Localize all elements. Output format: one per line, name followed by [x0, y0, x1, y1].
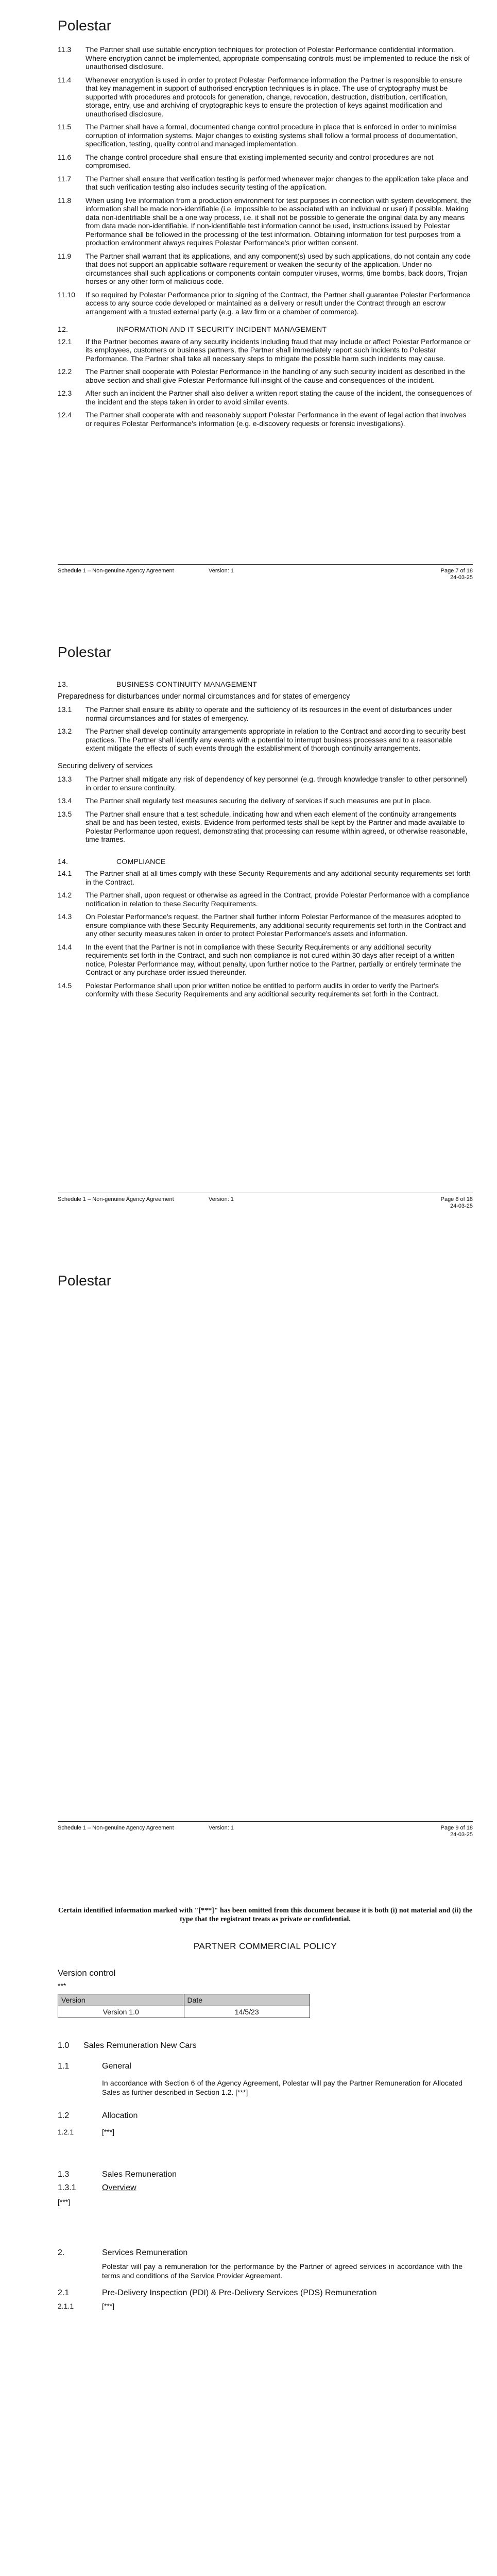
clause-number: 14.3 [58, 912, 72, 921]
clause-number: 13.3 [58, 775, 72, 783]
clause-item [58, 153, 473, 170]
clause-item [58, 337, 473, 363]
page-8-footer: Schedule 1 – Non-genuine Agency Agreement Version: 1 Page 8 of 18 24-03-25 [58, 1193, 473, 1212]
clause-text: The Partner shall regularly test measures securing the delivery of services if such measures are put in place. [85, 796, 432, 805]
clause-text: The Partner shall warrant that its applications, and any component(s) used by such applications, do not contain any code that does not support an applicable software requirement or weaken the security of the application. Under no circumstances shall such applications or components contain computer viruses, worms, time bombs, back doors, Trojan horses or any other form of malicious code. [85, 251, 471, 285]
clause-item [58, 796, 473, 805]
clause-number: 11.6 [58, 152, 72, 161]
clause-number: 11.9 [58, 251, 72, 260]
section-1-2-heading: 1.2 Allocation [58, 2111, 138, 2120]
section-2-1-1: 2.1.1 [***] [58, 2302, 115, 2310]
clause-text: On Polestar Performance's request, the Partner shall further inform Polestar Performance of the measures adopted to ensure compliance with these Security Requirements, any additional security requirements set forth in the Contract and any other security measures taken in order to protect Polestar Performance's assets and information. [85, 912, 466, 938]
clause-item [58, 123, 473, 148]
clause-text: The Partner shall, upon request or otherwise as agreed in the Contract, provide Polestar Performance with a compliance notification in relation to these Security Requirements. [85, 891, 470, 908]
clause-item [58, 705, 473, 722]
section-13-heading: 13. BUSINESS CONTINUITY MANAGEMENT [58, 680, 258, 688]
clause-number: 14.4 [58, 942, 72, 951]
section-1-3-heading: 1.3 Sales Remuneration [58, 2170, 177, 2179]
page-7-content [58, 45, 473, 432]
clause-text: The Partner shall use suitable encryption techniques for protection of Polestar Performance confidential information. Where encryption cannot be implemented, appropriate compensating controls must be implemented to reduce the risk of unauthorised disclosure. [85, 45, 470, 71]
section-1-heading: 1.0 Sales Remuneration New Cars [58, 2041, 197, 2050]
policy-title: PARTNER COMMERCIAL POLICY [193, 1941, 337, 1951]
clause-list-14 [58, 869, 473, 998]
clause-list-13a [58, 705, 473, 753]
clause-number: 11.7 [58, 174, 72, 183]
section-1-1-text: In accordance with Section 6 of the Agency Agreement, Polestar will pay the Partner Remuneration for Allocated Sales as further described in Section 1.2. [***] [102, 2079, 462, 2096]
clause-item [58, 869, 473, 886]
section-2-text: Polestar will pay a remuneration for the performance by the Partner of agreed services in accordance with the terms and conditions of the Service Provider Agreement. [102, 2262, 462, 2280]
clause-number: 11.8 [58, 196, 72, 205]
clause-item [58, 76, 473, 118]
section-1-1-heading: 1.1 General [58, 2062, 131, 2071]
clause-number: 13.4 [58, 796, 72, 805]
clause-number: 12.3 [58, 389, 72, 397]
subheading-preparedness: Preparedness for disturbances under normal circumstances and for states of emergency [58, 692, 350, 701]
clause-text: The Partner shall develop continuity arrangements appropriate in relation to the Contract and according to security best practices. The Partner shall identify any events with a potential to interrupt business processes and to a reasonable extent mitigate the effects of such events through the establishment of thorough continuity arrangements. [85, 727, 466, 752]
clause-list-11 [58, 45, 473, 316]
page-8-content [58, 680, 473, 1003]
clause-item [58, 389, 473, 406]
section-1-2-1: 1.2.1 [***] [58, 2128, 115, 2136]
clause-text: The Partner shall ensure that verification testing is performed whenever major changes to the application take place and that such verification testing also includes security testing of the application. [85, 174, 469, 191]
version-table-header: Version Date [58, 1994, 310, 2006]
clause-text: The Partner shall cooperate with Polestar Performance in the handling of any such security incident as described in the above section and shall give Polestar Performance full insight of the cause and consequences of the incident. [85, 367, 465, 384]
clause-text: In the event that the Partner is not in compliance with these Security Requirements or any additional security requirements set forth in the Contract, and such non compliance is not cured within 30 days after receipt of a written notice, Polestar Performance may, without penalty, upon further notice to the Partner, partially or entirely terminate the Contract or any purchase order issued thereunder. [85, 942, 461, 976]
clause-list-13b [58, 775, 473, 844]
clause-item [58, 912, 473, 938]
polestar-logo: Polestar [58, 1273, 112, 1289]
clause-item [58, 196, 473, 247]
clause-number: 14.1 [58, 869, 72, 877]
clause-number: 11.4 [58, 75, 72, 84]
clause-item [58, 775, 473, 792]
section-1-3-1-heading: 1.3.1 Overview [58, 2183, 136, 2192]
clause-text: Whenever encryption is used in order to protect Polestar Performance information the Partner is responsible to ensure that key management in support of authorised encryption techniques is in place. The use of cryptography must be supported with procedures and protocols for generation, change, revocation, destruction, distribution, certification, storage, entry, use and archiving of cryptographic keys to ensure the protection of keys against modification and unauthorised disclosure. [85, 75, 462, 118]
clause-text: The change control procedure shall ensure that existing implemented security and control procedures are not compromised. [85, 152, 434, 170]
clause-number: 14.2 [58, 891, 72, 899]
clause-item [58, 367, 473, 384]
clause-text: The Partner shall mitigate any risk of dependency of key personnel (e.g. through knowledge transfer to other personnel) in order to ensure continuity. [85, 775, 467, 792]
polestar-logo: Polestar [58, 18, 112, 33]
version-control-mark: *** [58, 1981, 66, 1990]
clause-number: 13.1 [58, 705, 72, 714]
clause-item [58, 727, 473, 753]
clause-text: The Partner shall have a formal, documented change control procedure in place that is enforced in order to minimise corruption of information systems. Major changes to existing systems shall follow a formal process of documentation, specification, testing, quality control and managed implementation. [85, 123, 458, 148]
clause-number: 11.3 [58, 45, 72, 54]
clause-number: 14.5 [58, 981, 72, 990]
clause-number: 12.1 [58, 337, 72, 346]
clause-number: 11.10 [58, 290, 75, 299]
clause-text: The Partner shall ensure its ability to operate and the sufficiency of its resources in the event of disturbances under normal circumstances and for states of emergency. [85, 705, 452, 722]
clause-number: 11.5 [58, 123, 72, 131]
clause-number: 13.2 [58, 727, 72, 735]
clause-text: The Partner shall cooperate with and reasonably support Polestar Performance in the event of legal action that involves or requires Polestar Performance's information (e.g. e-discovery requests or forensic investigations). [85, 411, 467, 428]
clause-number: 12.2 [58, 367, 72, 376]
clause-text: Polestar Performance shall upon prior written notice be entitled to perform audits in order to verify the Partner's conformity with these Security Requirements and any additional security requirements set forth in the Contract. [85, 981, 439, 998]
subheading-securing-delivery: Securing delivery of services [58, 761, 153, 770]
page-7-footer: Schedule 1 – Non-genuine Agency Agreement Version: 1 Page 7 of 18 24-03-25 [58, 564, 473, 583]
polestar-logo: Polestar [58, 644, 112, 660]
clause-item [58, 810, 473, 844]
version-control-label: Version control [58, 1968, 116, 1978]
clause-text: The Partner shall at all times comply with these Security Requirements and any additional security requirements set forth in the Contract. [85, 869, 471, 886]
clause-text: The Partner shall ensure that a test schedule, indicating how and when each element of the continuity arrangements shall be and has been tested, exists. Evidence from performed tests shall be kept by the Partner and made available to Polestar Performance upon request, demonstrating that processing can resume within agreed, or otherwise reasonable, time frames. [85, 809, 468, 843]
clause-text: If the Partner becomes aware of any security incidents including fraud that may include or affect Polestar Performance or its employees, customers or business partners, the Partner shall immediately report such incidents to Polestar Performance. The Partner shall take all necessary steps to mitigate the possible harm such incidents may cause. [85, 337, 471, 363]
clause-text: If so required by Polestar Performance prior to signing of the Contract, the Partner shall guarantee Polestar Performance access to any source code developed or maintained as a delivery or result under the Contract through an escrow arrangement with a trusted external party (e.g. a law firm or a chamber of commerce). [85, 290, 471, 316]
clause-number: 12.4 [58, 411, 72, 419]
clause-item [58, 175, 473, 192]
clause-text: When using live information from a production environment for test purposes in connection with system development, the information shall be made non-identifiable (i.e. impossible to be associated with an individual or user) if possible. Making data non-identifiable shall be a one way process, i.e. it shall not be possible to generate the original data by any means from data made non-identifiable. If non-identifiable test information cannot be used, instructions issued by Polestar Performance shall be followed in the processing of the test information. Obtaining information for test purposes from a production environment always requires Polestar Performance's prior written consent. [85, 196, 471, 247]
clause-item [58, 981, 473, 998]
clause-item [58, 943, 473, 977]
page-9-footer: Schedule 1 – Non-genuine Agency Agreement Version: 1 Page 9 of 18 24-03-25 [58, 1821, 473, 1840]
clause-item [58, 291, 473, 316]
clause-item [58, 45, 473, 71]
clause-text: After such an incident the Partner shall also deliver a written report stating the cause of the incident, the consequences of the incident and the steps taken in order to avoid similar events. [85, 389, 472, 406]
section-2-1-heading: 2.1 Pre-Delivery Inspection (PDI) & Pre-Delivery Services (PDS) Remuneration [58, 2289, 377, 2297]
clause-item [58, 891, 473, 908]
clause-item [58, 411, 473, 428]
clause-number: 13.5 [58, 809, 72, 818]
section-2-heading: 2. Services Remuneration [58, 2248, 188, 2257]
version-table [58, 1994, 310, 2018]
clause-list-12 [58, 337, 473, 428]
section-1-3-1-text: [***] [58, 2198, 71, 2206]
redaction-notice: Certain identified information marked with "[***]" has been omitted from this document because it is both (i) not material and (ii) the type that the registrant treats as private or confidential. [58, 1907, 473, 1923]
section-12-heading: 12. INFORMATION AND IT SECURITY INCIDENT MANAGEMENT [58, 325, 327, 333]
section-14-heading: 14. COMPLIANCE [58, 857, 166, 866]
clause-item [58, 252, 473, 286]
table-row: Version 1.0 14/5/23 [58, 2006, 310, 2018]
